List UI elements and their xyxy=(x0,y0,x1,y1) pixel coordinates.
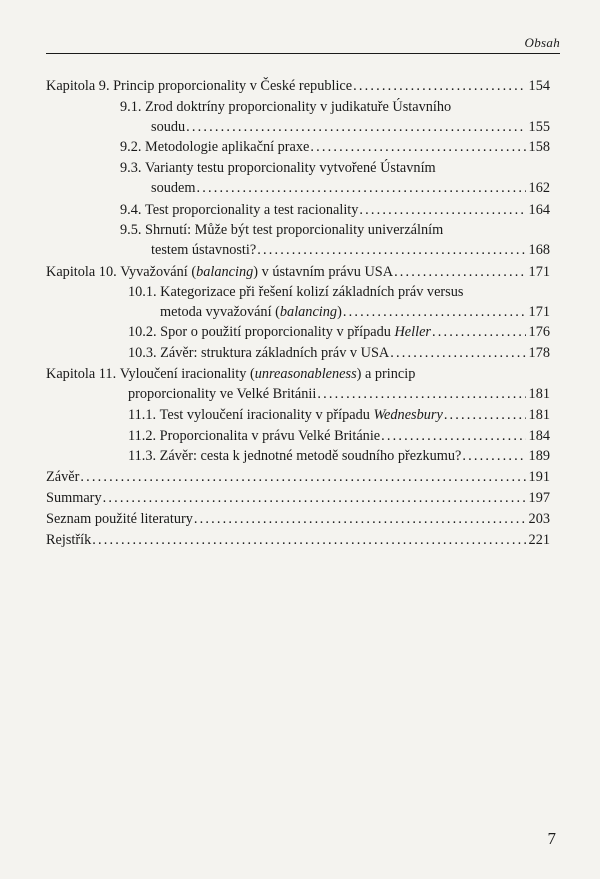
entry-page: 171 xyxy=(528,264,550,280)
entry-label: 9.3. xyxy=(120,160,142,176)
entry-title-italic: balancing xyxy=(279,304,338,320)
toc-entry-ch9[interactable] xyxy=(46,76,550,96)
entry-title: Zrod doktríny proporcionality v judikatuře Ústavního xyxy=(145,99,452,115)
toc-entry-zaver[interactable] xyxy=(46,467,550,487)
entry-page: 162 xyxy=(528,180,550,196)
entry-title-italic: balancing xyxy=(196,264,254,280)
entry-title: Závěr: struktura základních práv v USA xyxy=(160,345,390,361)
leader-dots xyxy=(431,322,526,342)
entry-label: 10.1. xyxy=(128,284,157,300)
entry-title: Shrnutí: Může být test proporcionality univerzálním xyxy=(145,222,444,238)
toc-entry-10-3[interactable] xyxy=(128,343,550,363)
entry-label: 9.4. xyxy=(120,202,142,218)
leader-dots xyxy=(79,467,525,487)
toc-entry-literatura[interactable] xyxy=(46,509,550,529)
entry-page: 168 xyxy=(528,242,550,258)
page-number: 7 xyxy=(547,829,556,848)
entry-label: 11.2. xyxy=(128,428,157,444)
entry-page: 171 xyxy=(528,304,550,320)
leader-dots xyxy=(309,137,525,157)
entry-title-cont: soudu xyxy=(151,119,186,135)
toc-entry-9-5[interactable] xyxy=(120,220,550,260)
entry-title-italic: Heller xyxy=(394,324,431,340)
entry-title-cont: metoda vyvažování (balancing) xyxy=(160,304,342,320)
entry-title-cont: soudem xyxy=(151,180,196,196)
entry-page: 181 xyxy=(528,386,550,402)
leader-dots xyxy=(393,262,525,282)
entry-title: Test proporcionality a test racionality xyxy=(145,202,359,218)
entry-label: 11.1. xyxy=(128,407,157,423)
leader-dots xyxy=(443,405,526,425)
entry-title: Summary xyxy=(46,490,102,506)
header-rule xyxy=(46,53,560,54)
leader-dots xyxy=(461,446,525,466)
entry-title-cont: testem ústavnosti? xyxy=(151,242,257,258)
leader-dots xyxy=(91,530,525,550)
toc-entry-rejstrik[interactable] xyxy=(46,530,550,550)
leader-dots xyxy=(256,240,525,260)
entry-page: 221 xyxy=(528,532,550,548)
running-head: Obsah xyxy=(524,35,560,50)
entry-page: 189 xyxy=(528,448,550,464)
entry-label: Kapitola 10. xyxy=(46,264,117,280)
toc-entry-9-2[interactable] xyxy=(120,137,550,157)
entry-title: Rejstřík xyxy=(46,532,92,548)
entry-page: 178 xyxy=(528,345,550,361)
entry-page: 197 xyxy=(528,490,550,506)
entry-page: 158 xyxy=(528,139,550,155)
entry-page: 176 xyxy=(528,324,550,340)
leader-dots xyxy=(193,509,526,529)
leader-dots xyxy=(389,343,525,363)
entry-title: Spor o použití proporcionality v případu Heller xyxy=(160,324,431,340)
entry-page: 154 xyxy=(528,78,550,94)
entry-page: 184 xyxy=(528,428,550,444)
entry-title: Test vyloučení iracionality v případu Wednesbury xyxy=(159,407,443,423)
toc-entry-ch11[interactable] xyxy=(46,364,550,404)
entry-label: 9.1. xyxy=(120,99,142,115)
entry-title: Metodologie aplikační praxe xyxy=(145,139,310,155)
entry-title: Princip proporcionality v České republice xyxy=(113,78,353,94)
entry-title: Proporcionalita v právu Velké Británie xyxy=(159,428,381,444)
entry-title: Vyvažování (balancing) v ústavním právu USA xyxy=(120,264,394,280)
toc-entry-11-3[interactable] xyxy=(128,446,550,466)
entry-label: 10.2. xyxy=(128,324,157,340)
entry-title: Varianty testu proporcionality vytvořené Ústavním xyxy=(145,160,436,176)
entry-page: 155 xyxy=(528,119,550,135)
entry-label: 9.2. xyxy=(120,139,142,155)
toc-entry-10-1[interactable] xyxy=(128,282,550,322)
entry-label: 10.3. xyxy=(128,345,157,361)
toc-entry-9-1[interactable] xyxy=(120,97,550,137)
entry-title: Seznam použité literatury xyxy=(46,511,193,527)
entry-page: 181 xyxy=(528,407,550,423)
entry-label: Kapitola 9. xyxy=(46,78,110,94)
leader-dots xyxy=(195,178,525,198)
entry-title: Vyloučení iracionality (unreasonableness) a princip xyxy=(119,366,416,382)
entry-title-cont: proporcionality ve Velké Británii xyxy=(128,386,317,402)
entry-title: Závěr: cesta k jednotné metodě soudního přezkumu? xyxy=(159,448,462,464)
toc-entry-9-4[interactable] xyxy=(120,200,550,220)
toc-entry-9-3[interactable] xyxy=(120,158,550,198)
toc-entry-11-1[interactable] xyxy=(128,405,550,425)
entry-title: Kategorizace při řešení kolizí základních práv versus xyxy=(160,284,464,300)
toc-entry-11-2[interactable] xyxy=(128,426,550,446)
entry-label: 9.5. xyxy=(120,222,142,238)
entry-title-italic: Wednesbury xyxy=(373,407,443,423)
leader-dots xyxy=(342,302,526,322)
entry-title: Závěr xyxy=(46,469,80,485)
entry-page: 164 xyxy=(528,202,550,218)
leader-dots xyxy=(316,384,525,404)
entry-label: 11.3. xyxy=(128,448,157,464)
toc-entry-10-2[interactable] xyxy=(128,322,550,342)
leader-dots xyxy=(380,426,525,446)
leader-dots xyxy=(352,76,525,96)
leader-dots xyxy=(358,200,525,220)
entry-page: 203 xyxy=(528,511,550,527)
leader-dots xyxy=(102,488,526,508)
toc-entry-summary[interactable] xyxy=(46,488,550,508)
entry-label: Kapitola 11. xyxy=(46,366,117,382)
entry-page: 191 xyxy=(528,469,550,485)
entry-title-italic: unreasonableness xyxy=(254,366,357,382)
leader-dots xyxy=(185,117,525,137)
toc-entry-ch10[interactable] xyxy=(46,262,550,282)
